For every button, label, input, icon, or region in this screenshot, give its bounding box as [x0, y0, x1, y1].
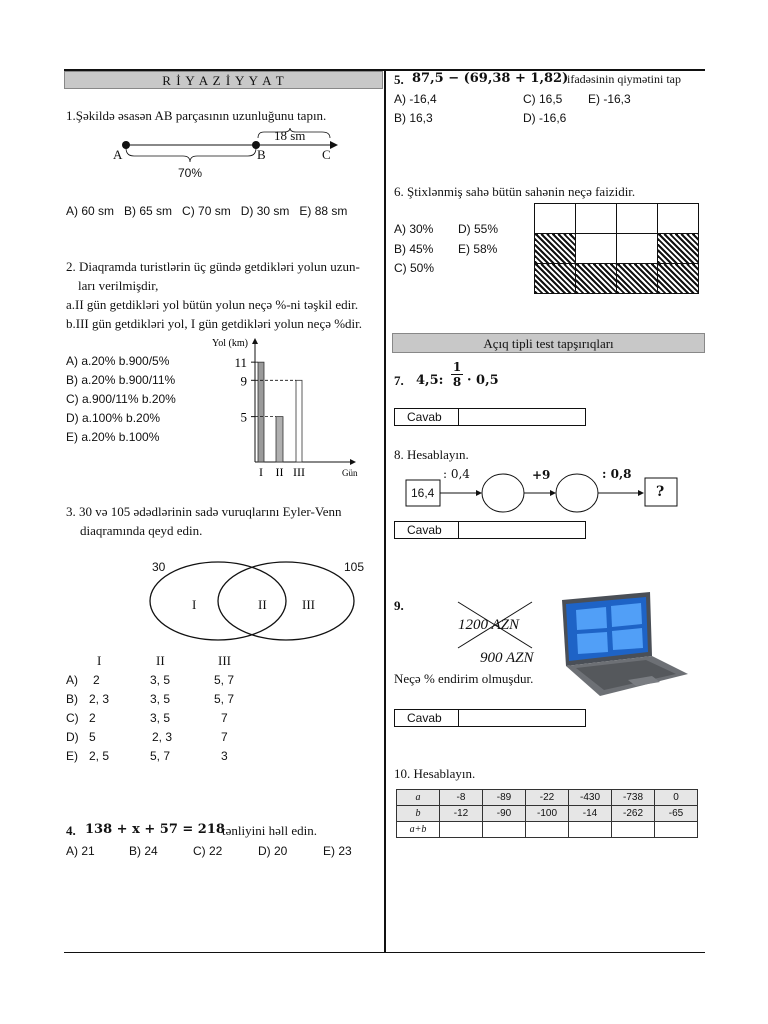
y-axis-arrow	[252, 338, 258, 344]
q2-line4: b.III gün getdikləri yol, I gün getdikləri yolun neçə %dir.	[66, 316, 363, 331]
q10-cell: b	[397, 806, 440, 822]
q10-cell: -262	[612, 806, 655, 822]
q7-part-b: · 0,5	[467, 373, 499, 388]
q4-option-b: B) 24	[129, 844, 158, 858]
q10-row-b	[397, 806, 698, 822]
q5-option-d: D) -16,6	[523, 111, 567, 125]
q8-op1: : 0,4	[443, 467, 470, 481]
q4-option-d: D) 20	[258, 844, 288, 858]
q3-line1: 3. 30 və 105 ədədlərinin sadə vuruqlarını Eyler-Venn	[66, 504, 342, 519]
q4-option-a: A) 21	[66, 844, 95, 858]
q10-cell: a+b	[397, 822, 440, 838]
q1-text: 1.Şəkildə əsasən AB parçasının uzunluğunu tapın.	[66, 108, 327, 123]
q10-row-a	[397, 790, 698, 806]
q8-circle-2	[556, 474, 598, 512]
bottom-rule	[64, 952, 705, 953]
q9-new-price: 900 AZN	[480, 650, 534, 666]
q3-row-c-c2: 3, 5	[150, 711, 171, 725]
venn-region-3: III	[302, 597, 315, 612]
q2-option-e: E) a.20% b.100%	[66, 430, 160, 444]
q10-table	[396, 789, 698, 838]
q3-line2: diaqramında qeyd edin.	[80, 523, 203, 538]
x-tick-label: I	[259, 465, 263, 479]
q10-answer-cell[interactable]	[655, 822, 698, 838]
q10-answer-cell[interactable]	[483, 822, 526, 838]
q10-cell: 0	[655, 790, 698, 806]
q3-row-b-c1: 2, 3	[89, 692, 110, 706]
q2-line3: a.II gün getdikləri yol bütün yolun neçə %-ni təşkil edir.	[66, 297, 359, 312]
q4-number: 4.	[66, 823, 76, 838]
q4-option-c: C) 22	[193, 844, 223, 858]
q3-row-e-c2: 5, 7	[150, 749, 171, 763]
q5-expression: 87,5 − (69,38 + 1,82)	[412, 71, 569, 86]
q7-part-a: 4,5:	[416, 373, 444, 388]
y-tick-label: 9	[240, 373, 247, 389]
q10-cell: -12	[440, 806, 483, 822]
q10-answer-cell[interactable]	[526, 822, 569, 838]
q10-answer-cell[interactable]	[569, 822, 612, 838]
q3-row-a-letter: A)	[66, 673, 78, 687]
q3-header-3: III	[218, 653, 231, 668]
q10-answer-cell[interactable]	[612, 822, 655, 838]
q2-option-a: A) a.20% b.900/5%	[66, 354, 170, 368]
laptop-image	[556, 590, 692, 700]
q6-option-c: C) 50%	[394, 261, 435, 275]
q3-row-b-c2: 3, 5	[150, 692, 171, 706]
q5-option-c: C) 16,5	[523, 92, 563, 106]
q10-cell: -8	[440, 790, 483, 806]
q2-bar-chart	[200, 332, 370, 480]
x-axis-arrow	[350, 459, 356, 465]
q4-text: tənliyini həll edin.	[222, 823, 317, 838]
q10-cell: -22	[526, 790, 569, 806]
q3-row-b-c3: 5, 7	[214, 692, 235, 706]
q3-row-d-c1: 5	[89, 730, 96, 744]
venn-region-2: II	[258, 597, 267, 612]
q6-hatched-grid	[534, 203, 699, 294]
q10-cell: -14	[569, 806, 612, 822]
q3-row-b-letter: B)	[66, 692, 78, 706]
q10-text: 10. Hesablayın.	[394, 766, 476, 781]
q5-option-a: A) -16,4	[394, 92, 437, 106]
x-tick-label: III	[293, 465, 305, 479]
q3-header-1: I	[97, 653, 102, 668]
q3-row-e-c1: 2, 5	[89, 749, 110, 763]
x-axis-label: Gün	[342, 468, 358, 478]
q5-text: ifadəsinin qiymətini tap	[567, 72, 681, 86]
q3-row-c-c1: 2	[89, 711, 96, 725]
x-tick-label: II	[275, 465, 284, 479]
q7-answer-box[interactable]	[394, 408, 586, 426]
q2-line2: ları verilmişdir,	[78, 278, 159, 293]
q1-options: A) 60 sm B) 65 sm C) 70 sm D) 30 sm E) 88 sm	[66, 204, 348, 218]
q1-bc-length: 18 sm	[274, 128, 306, 143]
open-type-header: Açıq tipli test tapşırıqları	[392, 333, 705, 353]
q9-number: 9.	[394, 598, 404, 613]
q8-start-value: 16,4	[411, 486, 435, 500]
q3-row-a-c2: 3, 5	[150, 673, 171, 687]
q10-cell: -90	[483, 806, 526, 822]
q3-row-c-c3: 7	[221, 711, 228, 725]
q10-cell: -430	[569, 790, 612, 806]
q4-option-e: E) 23	[323, 844, 352, 858]
q9-text: Neçə % endirim olmuşdur.	[394, 671, 534, 686]
q10-answer-cell[interactable]	[440, 822, 483, 838]
q7-number: 7.	[394, 373, 404, 388]
q10-cell: -89	[483, 790, 526, 806]
bar-III	[296, 380, 302, 462]
q1-label-c: C	[322, 147, 331, 162]
q1-label-a: A	[113, 147, 123, 162]
y-tick-label: 5	[240, 409, 247, 425]
q3-row-e-c3: 3	[221, 749, 228, 763]
subject-title: R İ Y A Z İ Y Y A T	[64, 71, 383, 89]
q2-option-d: D) a.100% b.20%	[66, 411, 161, 425]
venn-region-1: I	[192, 597, 197, 612]
q2-option-c: C) a.900/11% b.20%	[66, 392, 176, 406]
q8-answer-box[interactable]	[394, 521, 586, 539]
q8-answer-label: Cavab	[395, 522, 459, 538]
q1-percent: 70%	[178, 166, 203, 180]
q2-option-b: B) a.20% b.900/11%	[66, 373, 176, 387]
q8-circle-1	[482, 474, 524, 512]
q7-answer-label: Cavab	[395, 409, 459, 425]
bar-I	[258, 362, 264, 462]
bar-II	[276, 417, 283, 462]
q3-row-c-letter: C)	[66, 711, 79, 725]
q5-number: 5.	[394, 72, 404, 87]
q7-fraction	[451, 360, 463, 389]
q8-result: ?	[656, 484, 665, 500]
q9-answer-label: Cavab	[395, 710, 459, 726]
q1-label-b: B	[257, 147, 266, 162]
point-a	[122, 141, 130, 149]
q7-fraction-denominator: 8	[452, 375, 462, 389]
q6-option-b: B) 45%	[394, 242, 434, 256]
q6-option-e: E) 58%	[458, 242, 498, 256]
q3-row-a-c1: 2	[93, 673, 100, 687]
q3-row-d-c2: 2, 3	[152, 730, 173, 744]
q2-line1: 2. Diaqramda turistlərin üç gündə getdikləri yolun uzun-	[66, 259, 360, 274]
q6-text: 6. Ştixlənmiş sahə bütün sahənin neçə faizidir.	[394, 184, 636, 199]
q6-option-d: D) 55%	[458, 222, 499, 236]
q1-segment-figure	[108, 126, 348, 184]
q10-row-sum	[397, 822, 698, 838]
q3-row-d-c3: 7	[221, 730, 228, 744]
q10-cell: a	[397, 790, 440, 806]
q8-op3: : 0,8	[602, 467, 632, 481]
venn-diagram	[146, 558, 366, 644]
y-tick-label: 11	[234, 355, 247, 371]
q6-option-a: A) 30%	[394, 222, 434, 236]
venn-label-105: 105	[344, 560, 365, 574]
q8-text: 8. Hesablayın.	[394, 447, 469, 462]
q7-fraction-numerator: 1	[452, 360, 462, 374]
q10-cell: -100	[526, 806, 569, 822]
column-divider	[384, 69, 386, 953]
q3-row-a-c3: 5, 7	[214, 673, 235, 687]
q5-option-e: E) -16,3	[588, 92, 631, 106]
q5-option-b: B) 16,3	[394, 111, 433, 125]
q4-equation: 138 + x + 57 = 218	[85, 822, 225, 837]
q10-cell: -65	[655, 806, 698, 822]
q3-row-d-letter: D)	[66, 730, 79, 744]
q9-answer-box[interactable]	[394, 709, 586, 727]
venn-label-30: 30	[152, 560, 166, 574]
q9-old-price: 1200 AZN	[458, 617, 519, 633]
q3-row-e-letter: E)	[66, 749, 78, 763]
q3-header-2: II	[156, 653, 165, 668]
y-axis-label: Yol (km)	[212, 338, 248, 349]
q8-op2: +9	[532, 468, 551, 482]
q10-cell: -738	[612, 790, 655, 806]
